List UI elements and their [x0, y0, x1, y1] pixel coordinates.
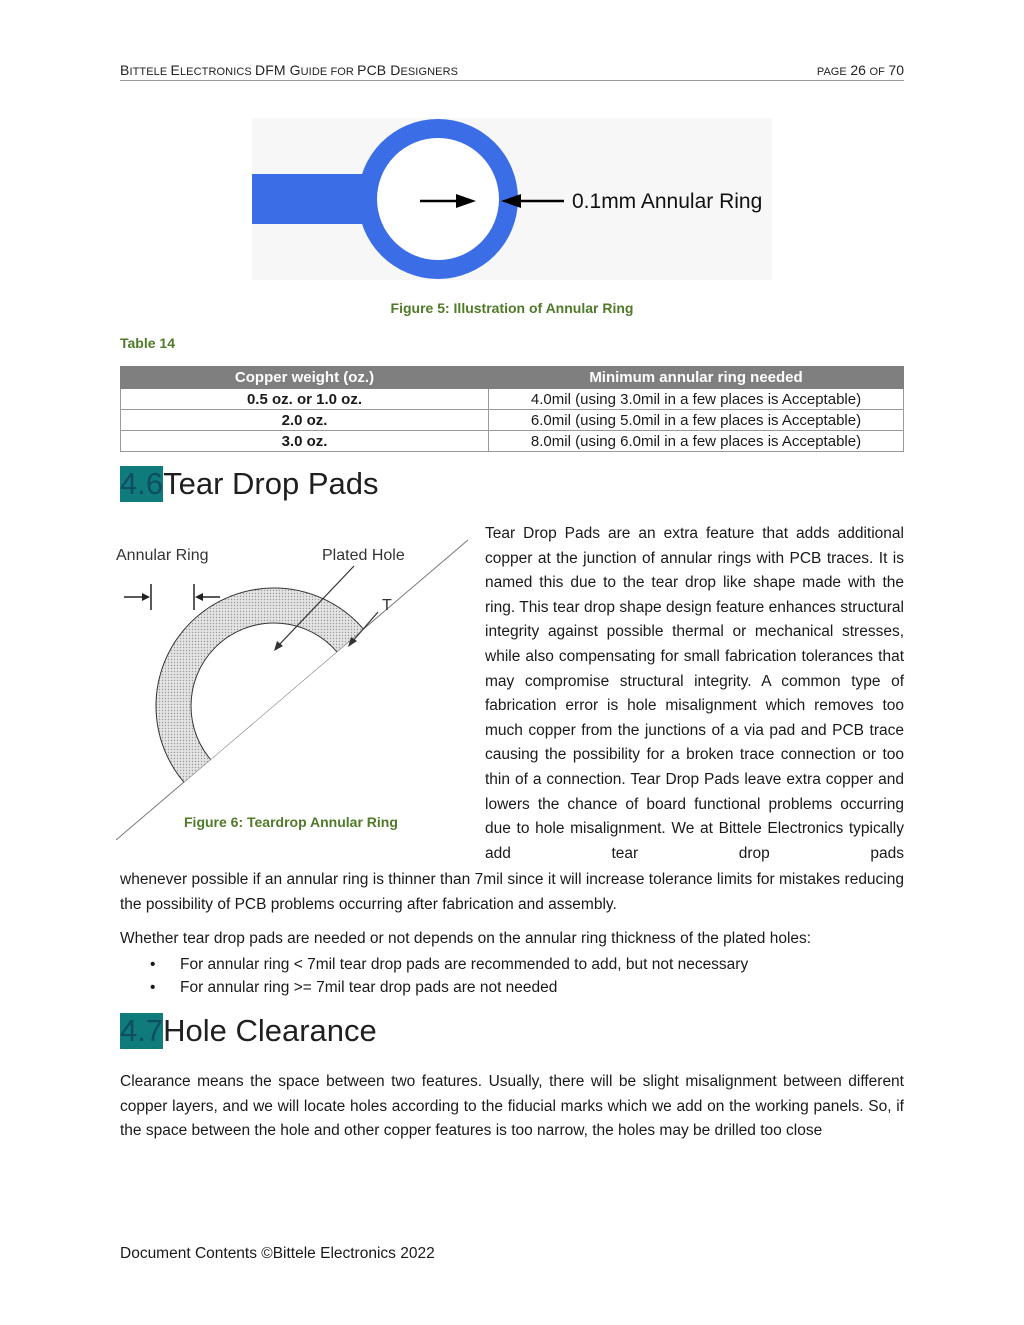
section-number: 4.7: [120, 1013, 164, 1048]
header-title-part: E: [170, 62, 180, 78]
table-cell: 6.0mil (using 5.0mil in a few places is Acceptable): [489, 410, 904, 431]
figure6-caption: Figure 6: Teardrop Annular Ring: [184, 814, 398, 830]
header-title-part: DFM G: [255, 62, 301, 78]
table-cell: 0.5 oz. or 1.0 oz.: [121, 389, 489, 410]
teardrop-paragraph-continued: whenever possible if an annular ring is thinner than 7mil since it will increase tolerance limits for mistakes reducing the possibility of PCB problems occurring after fabrication and assembly.: [120, 871, 904, 913]
table-cell: 2.0 oz.: [121, 410, 489, 431]
header-title-part: UIDE FOR: [300, 66, 358, 78]
bullet-glyph: •: [150, 979, 156, 996]
header-title-part: LECTRONICS: [179, 66, 256, 78]
table-cell: 8.0mil (using 6.0mil in a few places is Acceptable): [489, 431, 904, 452]
drill-hole-shape: [377, 138, 499, 260]
teardrop-paragraph: Tear Drop Pads are an extra feature that adds additional copper at the junction of annular rings with PCB traces. It is named this due to the tear drop like shape made with the ring. This tear drop shape design feature enhances structural integrity against possible thermal or mechanical stresses, while also compensating for small fabrication tolerances that may compromise structural integrity. A common type of fabrication error is hole misalignment which removes too much copper from the junctions of a via pad and PCB trace causing the possibility for a broken trace connection or too thin of a connection. Tear Drop Pads leave extra copper and lowers the chance of board functional problems occurring due to hole misalignment. We at Bittele Electronics typically add tear drop pads: [485, 525, 904, 862]
header-title-part: B: [120, 62, 130, 78]
section-title: Tear Drop Pads: [163, 466, 379, 501]
list-item: • For annular ring < 7mil tear drop pads are recommended to add, but not necessary: [120, 953, 904, 976]
table-cell: 4.0mil (using 3.0mil in a few places is Acceptable): [489, 389, 904, 410]
annular-ring-illustration: [252, 118, 772, 280]
section-heading-4-7: [120, 1013, 377, 1049]
table-cell: 3.0 oz.: [121, 431, 489, 452]
section-number: 4.6: [120, 466, 164, 501]
running-header: [120, 62, 904, 81]
teardrop-illustration: [116, 538, 470, 840]
right-dimension-head: [195, 593, 203, 601]
header-title-part: ESIGNERS: [400, 66, 459, 78]
list-item: • For annular ring >= 7mil tear drop pads are not needed: [120, 976, 904, 999]
header-title-part: ITTELE: [129, 66, 171, 78]
page-number: PAGE 26 OF 70: [816, 62, 904, 78]
section-heading-4-6: [120, 466, 379, 502]
copper-weight-table: [120, 366, 904, 452]
column-header: Minimum annular ring needed: [489, 367, 904, 389]
section-title: Hole Clearance: [163, 1013, 377, 1048]
table-row: [121, 389, 904, 410]
teardrop-intro: Whether tear drop pads are needed or not depends on the annular ring thickness of the plated holes:: [120, 930, 812, 947]
column-header: Copper weight (oz.): [121, 367, 489, 389]
header-title-part: PCB D: [357, 62, 401, 78]
bullet-glyph: •: [150, 956, 156, 973]
footer-copyright: Document Contents ©Bittele Electronics 2022: [120, 1245, 435, 1262]
plated-hole-label: Plated Hole: [322, 547, 405, 564]
annular-ring-annotation: 0.1mm Annular Ring: [572, 190, 763, 213]
left-dimension-head: [142, 593, 150, 601]
annular-ring-label: Annular Ring: [116, 547, 209, 564]
table-row: [121, 410, 904, 431]
table-row: [121, 431, 904, 452]
plated-hole-shape: [191, 623, 357, 789]
t-label: T: [382, 597, 392, 614]
annular-ring-figure: [252, 118, 772, 280]
teardrop-bullet-list: [120, 953, 904, 999]
teardrop-figure: [116, 538, 470, 840]
table-header-row: [121, 367, 904, 389]
figure5-caption: Figure 5: Illustration of Annular Ring: [390, 300, 634, 316]
table-label: Table 14: [120, 335, 175, 351]
clearance-paragraph: Clearance means the space between two features. Usually, there will be slight misalignment between different copper layers, and we will locate holes according to the fiducial marks which we add on the working panels. So, if the space between the hole and other copper features is too narrow, the holes may be drilled too close: [120, 1073, 904, 1140]
header-title: [120, 62, 458, 78]
